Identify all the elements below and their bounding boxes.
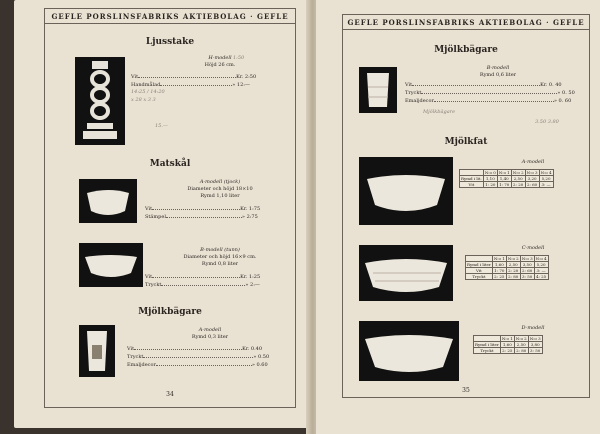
cell: 2: 20: [508, 268, 519, 273]
cell: 3: 50: [530, 348, 541, 353]
row-header: Rymd i liter: [467, 262, 491, 267]
dish-c-photo: [359, 245, 453, 301]
candlestick-image: [75, 57, 125, 145]
cell: 3,50: [520, 262, 534, 268]
right-page-frame: [342, 14, 590, 398]
row-label: Tryckt: [145, 282, 162, 288]
matskal-b-row-tryckt: [145, 281, 260, 288]
col-header: N:o 2: [507, 256, 519, 261]
row-price: » 2:—: [245, 282, 260, 288]
cell: 1,60: [492, 262, 506, 268]
cell: 2,50: [506, 262, 520, 268]
mjolkfat-d-model: D-modell: [521, 325, 545, 331]
mjolkbagare-right-row-tryckt: [405, 89, 575, 96]
bowl-b-photo: [79, 243, 143, 287]
mjolkbagare-left-row-tryckt: [127, 353, 269, 360]
left-page-number: 34: [166, 391, 174, 398]
col-header: N:o 3: [521, 256, 533, 261]
cell: 1,40: [497, 176, 511, 182]
handwritten-note-3: x 28 x 3 3: [131, 97, 156, 103]
mjolkbagare-left-title: Mjölkbägare: [138, 307, 202, 317]
matskal-a-row-stampel: [145, 213, 258, 220]
mjolkbagare-right-model: B-modell: [486, 65, 510, 71]
bowl-a-image: [79, 179, 137, 223]
row-header: Rymd i lit.: [461, 176, 482, 181]
matskal-b-row-vit: [145, 273, 260, 280]
mjolkfat-d-table: [473, 335, 543, 354]
ljusstake-row-handmalad: [131, 81, 250, 88]
col-header: N:o 2: [515, 336, 527, 341]
col-header: N:o 1: [498, 170, 510, 175]
cell: 3,80: [528, 342, 542, 348]
candlestick-photo: [75, 57, 125, 145]
cell: 2,50: [514, 342, 528, 348]
mjolkbagare-left-row-vit: [127, 345, 262, 352]
dish-d-photo: [359, 321, 459, 381]
row-label: Vit: [145, 274, 153, 280]
handwritten-note-right-1: Mjölkbägare: [423, 109, 456, 115]
matskal-title: Matskål: [149, 159, 191, 169]
matskal-b-spec2: Rymd 0,8 liter: [201, 261, 239, 267]
row-header: Vit: [466, 268, 493, 274]
cell: 2: 80: [508, 274, 519, 279]
mjolkbagare-left-spec: Rymd 0,3 liter: [191, 334, 229, 340]
handwritten-note-2: 14:25 / 14:20: [131, 89, 165, 95]
cup-a-photo: [79, 325, 115, 377]
cup-b-image: [359, 67, 397, 113]
mjolkbagare-right-title: Mjölkbägare: [434, 45, 498, 55]
cell: 2: 60: [526, 182, 538, 187]
row-price: » 0. 60: [553, 98, 572, 104]
col-header: N:o 4: [540, 170, 552, 175]
cell: 5,20: [534, 262, 548, 268]
ljusstake-title: Ljusstake: [145, 37, 195, 47]
row-label: Emaljdecor: [405, 98, 434, 104]
mjolkfat-a-model: A-modell: [521, 159, 545, 165]
row-price: » 12:—: [232, 82, 250, 88]
cell: 1: 70: [499, 182, 510, 187]
matskal-a-model: A-modell (tjock): [199, 179, 241, 185]
left-page-frame: [44, 8, 296, 408]
row-price: Kr. 1:25: [240, 274, 261, 280]
ljusstake-row-vit: [131, 73, 256, 80]
row-header: Rymd i liter: [475, 342, 499, 347]
cell: 2: 25: [494, 274, 505, 279]
col-header: N:o 4: [535, 256, 547, 261]
row-price: » 0.60: [251, 362, 268, 368]
cell: 1: 70: [494, 268, 505, 273]
matskal-b-spec1: Diameter och höjd 16×9 cm.: [183, 254, 257, 260]
mjolkbagare-right-spec: Rymd 0,6 liter: [479, 72, 517, 78]
col-header: N:o 3: [526, 170, 538, 175]
row-price: Kr. 2:50: [236, 74, 257, 80]
mjolkbagare-right-row-emalj: [405, 97, 571, 104]
matskal-a-spec1: Diameter och höjd 18×10: [187, 186, 253, 192]
col-header: N:o 1: [501, 336, 513, 341]
row-price: » 0. 50: [557, 90, 575, 96]
col-header: N:o 0: [484, 170, 496, 175]
left-header: GEFLE PORSLINSFABRIKS AKTIEBOLAG · GEFLE: [51, 12, 289, 21]
ljusstake-spec: Höjd 26 cm.: [204, 62, 236, 68]
cell: 3: —: [534, 268, 548, 274]
row-price: » 0.50: [253, 354, 270, 360]
col-header: N:o 3: [529, 336, 541, 341]
cell: 1,60: [500, 342, 514, 348]
right-header-rule: [343, 29, 589, 30]
row-price: Kr. 0.40: [242, 346, 263, 352]
dish-a-photo: [359, 157, 453, 225]
mjolkbagare-left-row-emalj: [127, 361, 268, 368]
mjolkbagare-left-model: A-modell: [198, 327, 222, 333]
col-header: N:o 2: [512, 170, 524, 175]
cell: 4: 25: [535, 274, 547, 279]
row-label: Stämpel: [145, 214, 166, 220]
cell: 3: —: [539, 182, 553, 188]
row-price: » 2:75: [241, 214, 258, 220]
dish-d-image: [359, 321, 459, 381]
cell: 3: 50: [522, 274, 533, 279]
cup-b-photo: [359, 67, 397, 113]
mjolkfat-title: Mjölkfat: [444, 137, 488, 147]
matskal-a-spec2: Rymd 1,10 liter: [200, 193, 240, 199]
cell: 2,50: [511, 176, 525, 182]
ljusstake-model: H-modell: [208, 55, 232, 61]
cell: 1: 20: [485, 182, 496, 187]
row-label: Handmålad: [131, 82, 161, 88]
right-header: GEFLE PORSLINSFABRIKS AKTIEBOLAG · GEFLE: [347, 18, 585, 27]
cell: 5,20: [539, 176, 553, 182]
dish-a-image: [359, 157, 453, 225]
bowl-a-photo: [79, 179, 137, 223]
mjolkfat-c-model: C-modell: [521, 245, 545, 251]
cell: 2: 80: [516, 348, 527, 353]
row-label: Emaljdecor: [127, 362, 156, 368]
cell: 2: 25: [502, 348, 513, 353]
dish-c-image: [359, 245, 453, 301]
row-label: Vit: [131, 74, 139, 80]
row-label: Tryckt: [405, 90, 422, 96]
left-page: [14, 0, 312, 428]
row-label: Tryckt: [127, 354, 144, 360]
handwritten-note-1: 1:50: [233, 55, 245, 61]
row-header: Tryckt: [474, 348, 501, 354]
cell: 2: 20: [513, 182, 524, 187]
row-label: Vit: [127, 346, 135, 352]
row-header: Vit: [460, 182, 484, 188]
handwritten-note-right-2: 3.50 3.80: [535, 119, 559, 125]
row-label: Vit: [405, 82, 413, 88]
row-header: Tryckt: [466, 274, 493, 280]
bowl-b-image: [79, 243, 143, 287]
cell: 1,10: [483, 176, 497, 182]
row-label: Vit: [145, 206, 153, 212]
col-header: N:o 1: [493, 256, 505, 261]
mjolkfat-a-table: [459, 169, 554, 188]
cell: 3,20: [525, 176, 539, 182]
right-page: [316, 0, 600, 434]
left-header-rule: [45, 23, 295, 24]
mjolkbagare-right-row-vit: [405, 81, 562, 88]
row-price: Kr. 0. 40: [540, 82, 562, 88]
matskal-b-model: B-modell (tunn): [200, 247, 240, 253]
cup-a-image: [79, 325, 115, 377]
row-price: Kr. 1:75: [240, 206, 261, 212]
cell: 2: 60: [522, 268, 533, 273]
right-page-number: 35: [462, 387, 470, 394]
mjolkfat-c-table: [465, 255, 549, 280]
matskal-a-row-vit: [145, 205, 260, 212]
handwritten-note-4: 15.—: [155, 123, 168, 129]
